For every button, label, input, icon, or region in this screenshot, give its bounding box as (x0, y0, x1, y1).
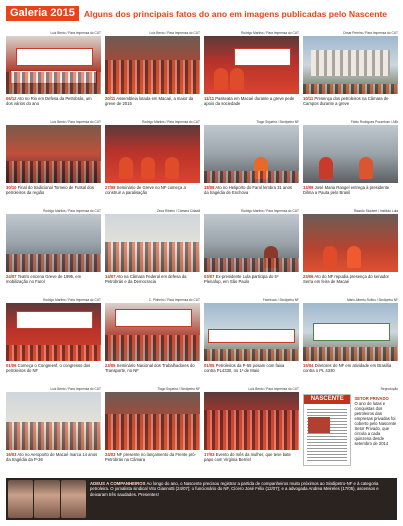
photo-credit: Reprodução (380, 387, 398, 391)
caption-date: 24/07 (6, 274, 17, 279)
photo-card (6, 119, 101, 205)
photo-credit: Zeca Ribeiro / Câmara Cidadã (156, 209, 200, 213)
photo-credit: Tiago Siqueira / Sindipetro NF (256, 120, 299, 124)
photo (303, 214, 398, 272)
caption-text: Passeata em Macaé durante a greve pede apoio da sociedade (204, 96, 295, 106)
caption-text: Ato no Aeroporto de Macaé marca 14 anos da tragédia da P-36 (6, 452, 98, 462)
photo-credit: Fábio Rodrigues Pozzebom / ABr (350, 120, 398, 124)
caption-date: 13/08 (303, 185, 314, 190)
photo-card (105, 30, 200, 116)
photo (105, 214, 200, 272)
caption-date: 01/05 (204, 363, 215, 368)
photo (6, 36, 101, 94)
photo-card (204, 386, 299, 472)
portrait (8, 480, 33, 518)
caption-text: Petroleiros da P-55 posam com faixa contra PL4330, no 1º de Maio (204, 363, 285, 373)
caption-date: 27/08 (105, 185, 116, 190)
caption-date: 03/07 (204, 274, 215, 279)
caption-text: Ato na Câmara Federal em defesa da Petrobrás e da Democracia (105, 274, 187, 284)
photo (6, 214, 101, 272)
photo (6, 392, 101, 450)
photo-card (105, 208, 200, 294)
photo (204, 125, 299, 183)
photo-credit: Luiz Bento / Para Imprensa do CUT (50, 31, 101, 35)
photo-caption (204, 363, 299, 373)
caption-date: 06/12 (6, 96, 17, 101)
photo-credit: Luiz Bento / Para Imprensa do CUT (50, 120, 101, 124)
photo (204, 36, 299, 94)
caption-date: 17/03 (204, 452, 215, 457)
photo-caption (303, 274, 398, 284)
caption-text: Evento do mês da mulher, que teve bate papo com Virginia Berriel (204, 452, 291, 462)
photo-credit: Luiz Bento / Para Imprensa do CUT (50, 387, 101, 391)
photo-credit: Tiago Siqueira / Sindipetro NF (157, 387, 200, 391)
caption-date: 24/03 (105, 452, 116, 457)
photo-credit: Rodrigo Martins / Para Imprensa do CUT (241, 209, 299, 213)
newspaper-card (303, 386, 398, 472)
photo-credit: César Pereira / Para Imprensa do CUT (342, 31, 398, 35)
newspaper-thumbnail (303, 394, 351, 466)
photo-credit: Rodrigo Martins / Para Imprensa do CUT (43, 298, 101, 302)
caption-text: Seminário Nacional dos Trabalhadores do Transporte, no NF (105, 363, 195, 373)
gallery-title: Alguns dos principais fatos do ano em imagens publicadas pelo Nascente (83, 8, 388, 19)
caption-text: Ato no Heliporto do Farol lembra 31 anos da tragédia de Enchova (204, 185, 293, 195)
photo (105, 392, 200, 450)
photo (303, 125, 398, 183)
photo-caption (303, 96, 398, 106)
caption-date: 23/06 (303, 274, 314, 279)
photo-caption (303, 185, 398, 195)
photo-caption (105, 96, 200, 106)
photo-credit: Facebook / Sindipetro NF (262, 298, 299, 302)
photo (6, 125, 101, 183)
caption-text: Presença dos petroleiros na Câmara de Campos durante a greve (303, 96, 389, 106)
photo-caption (105, 185, 200, 195)
caption-date: 10/11 (303, 96, 314, 101)
caption-date: 18/08 (204, 185, 215, 190)
caption-date: 14/07 (105, 274, 116, 279)
photo-credit: Ricardo Stuckert / Instituto Lula (353, 209, 398, 213)
caption-text: José Maria Rangel entrega à presidente Dilma a Pauta pelo Brasil (303, 185, 390, 195)
photo-card (204, 208, 299, 294)
photo (303, 303, 398, 361)
portrait (61, 480, 86, 518)
gallery-badge: Galeria 2015 (6, 6, 79, 21)
page-header (6, 6, 397, 21)
photo-card (204, 297, 299, 383)
photo (6, 303, 101, 361)
photo (204, 214, 299, 272)
caption-date: 23/05 (105, 363, 116, 368)
photo (105, 303, 200, 361)
caption-text: Final do tradicional Torneio de Futsal dos petroleiros da região (6, 185, 94, 195)
caption-text: Começa o Congreesf, o congresso dos petroleiros do NF (6, 363, 91, 373)
photo-card (6, 30, 101, 116)
newspaper-title: NASCENTE (304, 395, 350, 404)
photo-card (303, 119, 398, 205)
photo-caption (105, 363, 200, 373)
photo (303, 36, 398, 94)
photo-caption (6, 96, 101, 106)
caption-date: 20/11 (105, 96, 116, 101)
caption-text: Diretores do NF em atividade em Brasília contra o PL 4330 (303, 363, 392, 373)
photo-card (105, 119, 200, 205)
photo-caption (303, 363, 398, 373)
photo-caption (204, 274, 299, 284)
photo-card (303, 297, 398, 383)
photo-caption (105, 452, 200, 462)
caption-date: 16/03 (6, 452, 17, 457)
tribute-lead: ADEUS A COMPANHEIROS (90, 481, 146, 486)
caption-date: 01/06 (6, 363, 17, 368)
photo-card (105, 386, 200, 472)
photo-caption (6, 452, 101, 462)
caption-date: 15/04 (303, 363, 314, 368)
caption-text: Teatro encena Greve de 1995, em mobilização no Farol (6, 274, 82, 284)
photo-grid (6, 30, 398, 475)
caption-text: Assembleia lotada em Macaé, a maior da greve de 2015 (105, 96, 194, 106)
caption-date: 30/10 (6, 185, 17, 190)
photo-caption (6, 363, 101, 373)
photo (204, 303, 299, 361)
portrait (34, 480, 59, 518)
tribute-photos (8, 480, 86, 518)
photo-card (6, 208, 101, 294)
caption-text: Ato no Rio em Defesa da Petrobrás, um dos vários do ano (6, 96, 92, 106)
tribute-footer (6, 478, 397, 520)
photo-caption (204, 185, 299, 195)
photo-credit: Luiz Bento / Para Imprensa do CUT (248, 387, 299, 391)
caption-text: Seminário de Greve no NF começa a construir a paralisação (105, 185, 186, 195)
photo-caption (204, 96, 299, 106)
caption-text: NF presente no lançamento da Frente pró-Petrobrás na Câmara (105, 452, 197, 462)
photo-card (204, 30, 299, 116)
caption-date: 11/11 (204, 96, 215, 101)
photo-caption (204, 452, 299, 462)
photo-credit: Rodrigo Martins / Para Imprensa do CUT (241, 31, 299, 35)
photo (204, 392, 299, 450)
caption-text: Ato do NF repudia presença do senador Serra em feira de Macaé (303, 274, 389, 284)
photo-credit: Luiz Bento / Para Imprensa do CUT (149, 31, 200, 35)
tribute-text (90, 481, 393, 497)
photo-caption (105, 274, 200, 284)
photo-card (303, 208, 398, 294)
photo-credit: Rodrigo Martins / Para Imprensa do CUT (142, 120, 200, 124)
photo-card (204, 119, 299, 205)
photo (105, 36, 200, 94)
photo-card (105, 297, 200, 383)
caption-text: Ex-presidente Lula participa do 5º Plenafup, em São Paulo (204, 274, 279, 284)
photo-caption (6, 274, 101, 284)
newspaper-caption (354, 396, 398, 472)
photo-card (6, 386, 101, 472)
tribute-body: Ao longo do ano, o Nascente precisou registrar a partida de companheiros muito próximos ao Sindipetro-NF e à categoria petroleira. O jornalista sindical Vito Giannotti (24/07); o funcionário do NF, Cícero José Félix (12/07); e a advogada Andrea Meireles (17/05), ascensos e deixaram três saudades. Presentes! (90, 481, 379, 497)
photo-card (6, 297, 101, 383)
photo-credit: C. Pinheiro / Para Imprensa do CUT (148, 298, 200, 302)
caption-text: O ano de lutas e conquistas dos petroleiros das empresas privadas foi coberto pelo Nascente Setor Privado, que circula a cada quinzena desde setembro de 2014 (354, 401, 397, 446)
newspaper-label: SETOR PRIVADO (354, 396, 389, 401)
photo-caption (6, 185, 101, 195)
photo-credit: Mário Alberto Rufino / Sindipetro NF (346, 298, 398, 302)
photo-card (303, 30, 398, 116)
photo-credit: Rodrigo Martins / Para Imprensa do CUT (43, 209, 101, 213)
photo (105, 125, 200, 183)
